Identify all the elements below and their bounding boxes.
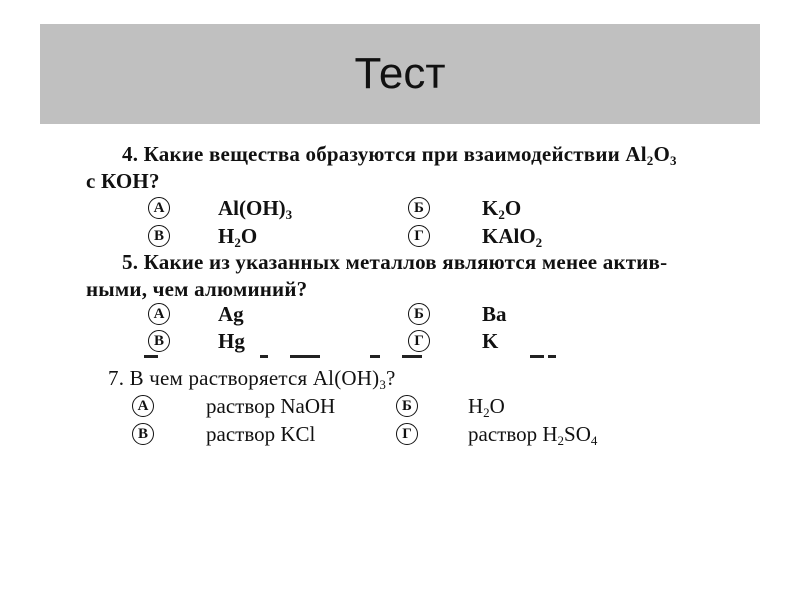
question-4-line-1 [122, 142, 677, 167]
option-g-circle: Г [408, 330, 430, 352]
q4-option-v-value [218, 224, 257, 249]
option-b-circle: Б [396, 395, 418, 417]
question-5-line-1: 5. Какие из указанных металлов являются менее актив- [122, 250, 668, 274]
q4-option-b-value [482, 196, 521, 221]
q4-option-g-mark[interactable] [408, 224, 430, 249]
q5-option-a-value: Ag [218, 302, 244, 326]
option-v-circle: В [132, 423, 154, 445]
q7-option-v-mark[interactable] [132, 422, 154, 447]
option-v-circle: В [148, 225, 170, 247]
page-title: Тест [354, 49, 446, 98]
q4-v-pre: H [218, 224, 235, 248]
option-b-circle: Б [408, 197, 430, 219]
q7-option-g-mark[interactable] [396, 422, 418, 447]
q4-sub-a: 2 [646, 153, 654, 168]
question-7-line-1 [108, 366, 396, 391]
q5-option-b-value: Ba [482, 302, 507, 326]
q4-g-sub: 2 [535, 235, 543, 250]
q7-option-a-value: раствор NaOH [206, 394, 336, 418]
q4-a-pre: Al(OH) [218, 196, 286, 220]
q4-option-a-value [218, 196, 292, 221]
q4-a-sub: 3 [285, 207, 293, 222]
q4-text-b: O [653, 142, 671, 166]
option-a-circle: А [132, 395, 154, 417]
q5-option-b-mark[interactable] [408, 302, 430, 327]
q7-b-pre: H [468, 394, 484, 418]
q7-g-pre: раствор H [468, 422, 558, 446]
q7-g-sub2: 4 [590, 433, 598, 448]
q4-sub-b: 3 [670, 153, 677, 168]
q4-v-sub: 2 [234, 235, 241, 250]
q7-b-sub: 2 [483, 405, 490, 420]
q7-option-v-value: раствор KCl [206, 422, 316, 446]
option-a-circle: А [148, 197, 170, 219]
q7-text-a: 7. В чем растворяется Al(OH) [108, 366, 380, 390]
q5-option-g-mark[interactable] [408, 329, 430, 354]
q4-option-v-mark[interactable] [148, 224, 170, 249]
option-g-circle: Г [396, 423, 418, 445]
q5-option-v-value: Hg [218, 329, 245, 353]
q7-g-sub: 2 [557, 433, 565, 448]
option-a-circle: А [148, 303, 170, 325]
q4-text-a: 4. Какие вещества образуются при взаимодействии Al [122, 142, 647, 166]
q5-option-a-mark[interactable] [148, 302, 170, 327]
q7-g-mid: SO [564, 422, 591, 446]
q4-option-a-mark[interactable] [148, 196, 170, 221]
q7-option-g-value [468, 422, 597, 447]
q4-b-post: O [504, 196, 522, 220]
question-5-line-2: ными, чем алюминий? [86, 277, 308, 301]
option-g-circle: Г [408, 225, 430, 247]
q4-g-pre: KAlO [482, 224, 536, 248]
q7-sub-a: 3 [379, 377, 387, 392]
q4-option-g-value [482, 224, 542, 249]
question-4-line-2: с КОН? [86, 169, 160, 193]
q7-option-b-mark[interactable] [396, 394, 418, 419]
option-v-circle: В [148, 330, 170, 352]
q4-b-pre: K [482, 196, 499, 220]
q5-option-v-mark[interactable] [148, 329, 170, 354]
q5-option-g-value: K [482, 329, 499, 353]
title-band [40, 24, 760, 124]
q7-option-a-mark[interactable] [132, 394, 154, 419]
q7-option-b-value [468, 394, 505, 419]
q4-v-post: O [240, 224, 258, 248]
cropped-text-fragment [140, 354, 560, 360]
q4-b-sub: 2 [498, 207, 505, 222]
option-b-circle: Б [408, 303, 430, 325]
q7-b-post: O [489, 394, 505, 418]
q4-option-b-mark[interactable] [408, 196, 430, 221]
q7-text-b: ? [386, 366, 396, 390]
